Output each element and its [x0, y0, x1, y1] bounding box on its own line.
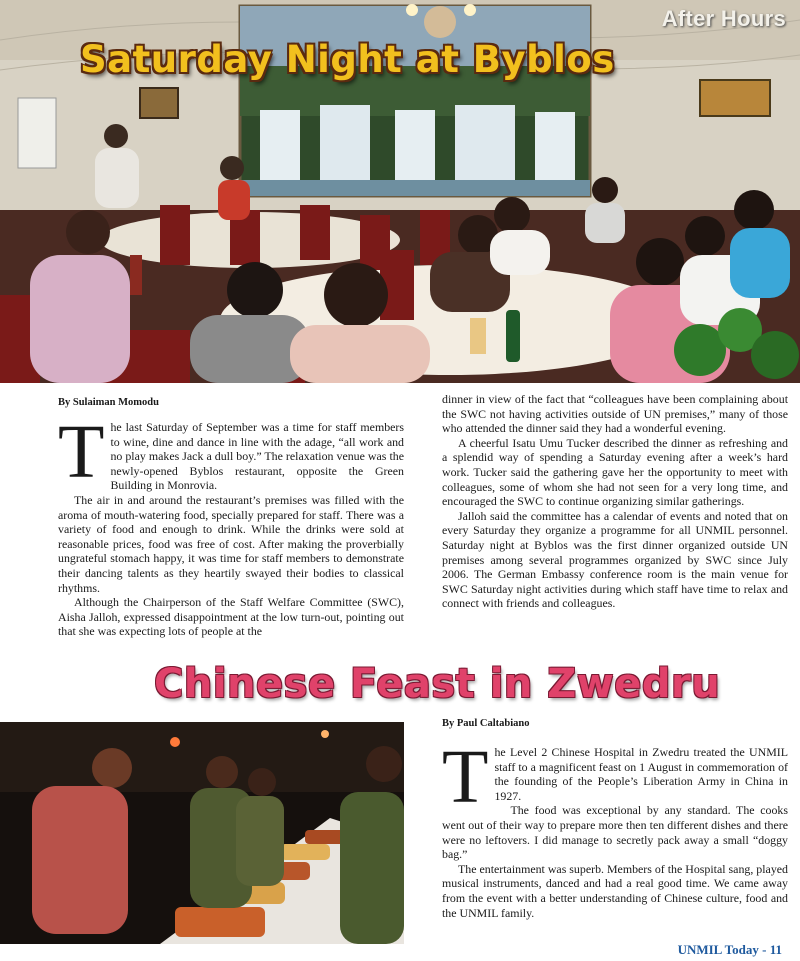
article1-column-right	[442, 392, 788, 611]
article2-dropcap: T	[442, 735, 489, 819]
article1-column-left	[58, 410, 404, 639]
section-label: After Hours	[661, 6, 786, 31]
article1-dropcap: T	[58, 410, 105, 494]
article1-paragraph: Jalloh said the committee has a calendar of events and noted that on every Saturday they organize a programme for all UNMIL personnel. Saturday night at Byblos was the first dinner organized outside UN premises among several programmes organized by SWC since July 2006. The German Embassy conference room is the main venue for SWC Saturday night activities during which staff have time to relax and connect with friends and colleagues.	[442, 508, 788, 611]
page-title: Saturday Night at Byblos	[80, 38, 615, 81]
feast-photo	[0, 722, 404, 944]
article2-byline: By Paul Caltabiano	[442, 718, 530, 729]
hero-photo	[0, 0, 800, 383]
article2-title: Chinese Feast in Zwedru	[154, 661, 721, 707]
footer-separator: -	[762, 942, 767, 957]
article1-paragraph: he last Saturday of September was a time for staff members to wine, dine and dance in line with the adage, “all work and no play makes Jack a dull boy.” The relaxation venue was the newly-opened Byblos restaurant, opposite the Green Building in Monrovia.	[110, 420, 404, 493]
feast-photo-illustration	[0, 722, 404, 944]
article2-paragraph: The entertainment was superb. Members of the Hospital sang, played musical instruments, danced and had a real good time. We came away from the event with a better understanding of Chinese culture, food and the UNMIL family.	[442, 861, 788, 920]
page-footer	[678, 942, 782, 958]
article1-paragraph: Although the Chairperson of the Staff Welfare Committee (SWC), Aisha Jalloh, expressed disappointment at the low turn-out, pointing out that she was expecting lots of people at the	[58, 595, 404, 639]
page-number: 11	[769, 942, 782, 957]
article2-column	[442, 735, 788, 920]
article1-paragraph: dinner in view of the fact that “colleagues have been complaining about the SWC not having activities outside of UN premises,” many of those who attended the dinner said they had a wonderful evening.	[442, 392, 788, 436]
article2-paragraph: The food was exceptional by any standard. The cooks went out of their way to prepare more then ten different dishes and there were no leftovers. I did manage to secretly pack away a small “doggy bag.”	[442, 803, 788, 862]
article2-paragraph: he Level 2 Chinese Hospital in Zwedru treated the UNMIL staff to a magnificent feast on 1 August in commemoration of the founding of the People’s Liberation Army in China in 1927.	[494, 745, 788, 803]
magazine-name: UNMIL Today	[677, 942, 759, 957]
article1-byline: By Sulaiman Momodu	[58, 397, 159, 408]
article1-paragraph: The air in and around the restaurant’s premises was filled with the aroma of mouth-watering food, specially prepared for staff. There was a variety of food and enough to drink. While the drinks were sold at reasonable prices, food was free of cost. After making the proverbially ungrateful stomach happy, it was time for staff members to demonstrate their dancing talents as they heartily swayed their bodies to classical rhythms.	[58, 492, 404, 595]
article1-paragraph: A cheerful Isatu Umu Tucker described the dinner as refreshing and a splendid way of spending a Saturday evening after a week’s hard work. Tucker said the gathering gave her the opportunity to meet with colleagues, some of whom she had not seen for a very long time, and encouraged the SWC to continue organizing similar gatherings.	[442, 435, 788, 509]
